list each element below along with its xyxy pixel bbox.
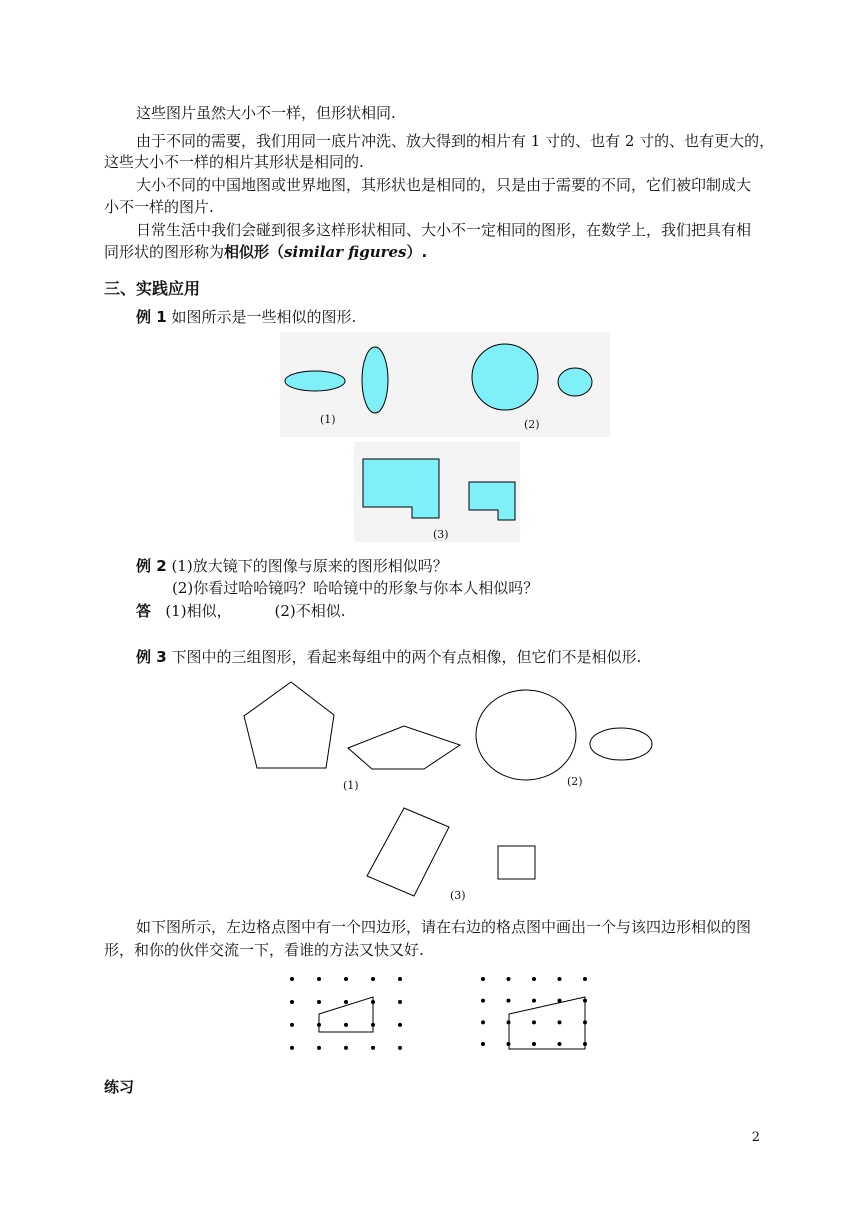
grid-dot (558, 1020, 562, 1024)
practice-title: 练习 (104, 1078, 135, 1096)
grid-dot (481, 1020, 485, 1024)
large-circle (472, 344, 538, 410)
dot-grid-figure (280, 970, 600, 1060)
grid-dot (558, 1042, 562, 1046)
example-3 (136, 646, 641, 668)
caption-3: (3) (433, 528, 449, 541)
grid-dot (481, 1042, 485, 1046)
grid-dot (344, 977, 348, 981)
activity-line: 形，和你的伙伴交流一下，看谁的方法又快又好. (104, 941, 424, 959)
grid-dot (290, 977, 294, 981)
answer-1: (1)相似， (165, 602, 232, 620)
paren-open: （ (269, 243, 285, 261)
grid-dot (398, 1000, 402, 1004)
paragraph-line: 日常生活中我们会碰到很多这样形状相同、大小不一定相同的图形，在数学上，我们把具有相 (136, 221, 752, 239)
paren-close: ）. (406, 243, 428, 261)
answer-2: (2)不相似. (274, 602, 346, 620)
grid-dot (481, 977, 485, 981)
caption-2: (2) (567, 775, 583, 788)
grid-dot (532, 1042, 536, 1046)
paragraph-line: 小不一样的图片. (104, 198, 214, 216)
example-label: 例 2 (136, 557, 167, 575)
grid-dot (398, 1023, 402, 1027)
paragraph-text: 同形状的图形称为 (104, 243, 225, 261)
small-circle (558, 368, 592, 396)
example-2 (136, 555, 448, 577)
square (498, 846, 535, 879)
grid-dot (507, 999, 511, 1003)
term-english: similar figures (284, 243, 407, 261)
grid-dot (344, 1023, 348, 1027)
grid-dot (317, 977, 321, 981)
horizontal-ellipse (285, 371, 345, 391)
question-1: (1)放大镜下的图像与原来的图形相似吗？ (171, 557, 448, 575)
grid-dot (481, 999, 485, 1003)
grid-dot (317, 1046, 321, 1050)
right-quadrilateral (509, 997, 585, 1049)
flat-pentagon (348, 726, 460, 769)
answer-line (136, 600, 346, 622)
regular-pentagon (244, 682, 334, 768)
grid-dot (507, 977, 511, 981)
grid-dot (290, 1000, 294, 1004)
example-label: 例 1 (136, 308, 167, 326)
caption-1: (1) (320, 413, 336, 426)
grid-dot (290, 1023, 294, 1027)
grid-dot (558, 977, 562, 981)
paragraph-line (104, 241, 427, 263)
grid-dot (344, 1046, 348, 1050)
grid-dot (583, 977, 587, 981)
example-text: 下图中的三组图形，看起来每组中的两个有点相像，但它们不是相似形. (171, 648, 642, 666)
grid-dot (371, 1046, 375, 1050)
ellipse (590, 728, 652, 760)
section-title: 三、实践应用 (104, 279, 201, 298)
grid-dot (532, 1020, 536, 1024)
activity-line: 如下图所示，左边格点图中有一个四边形，请在右边的格点图中画出一个与该四边形相似的图 (136, 918, 752, 936)
term-similar-figures: 相似形 (224, 243, 270, 261)
example-1-figure (280, 332, 610, 542)
grid-dot (532, 977, 536, 981)
answer-label: 答 (136, 602, 152, 620)
right-dot-grid (481, 977, 587, 1060)
grid-dot (532, 999, 536, 1003)
caption-2: (2) (524, 418, 540, 431)
example-text: 如图所示是一些相似的图形. (171, 308, 357, 326)
page-number: 2 (751, 1130, 760, 1145)
example-1 (136, 306, 356, 328)
grid-dot (290, 1046, 294, 1050)
grid-dot (371, 977, 375, 981)
paragraph-line: 大小不同的中国地图或世界地图，其形状也是相同的，只是由于需要的不同，它们被印制成大 (136, 176, 752, 194)
paragraph-line: 这些图片虽然大小不一样，但形状相同. (136, 104, 396, 122)
paragraph-line: 这些大小不一样的相片其形状是相同的. (104, 153, 364, 171)
example-label: 例 3 (136, 648, 167, 666)
paragraph-line: 由于不同的需要，我们用同一底片冲洗、放大得到的相片有 1 寸的、也有 2 寸的、也有更大的， (136, 132, 775, 150)
left-dot-grid (290, 977, 402, 1060)
question-2: (2)你看过哈哈镜吗？哈哈镜中的形象与你本人相似吗？ (172, 579, 539, 597)
example-3-figure (236, 676, 666, 904)
grid-dot (398, 977, 402, 981)
caption-3: (3) (450, 889, 466, 902)
grid-dot (344, 1000, 348, 1004)
rectangle (367, 808, 449, 896)
vertical-ellipse (362, 347, 388, 413)
grid-dot (398, 1046, 402, 1050)
circle (476, 690, 576, 780)
caption-1: (1) (343, 779, 359, 792)
grid-dot (317, 1000, 321, 1004)
